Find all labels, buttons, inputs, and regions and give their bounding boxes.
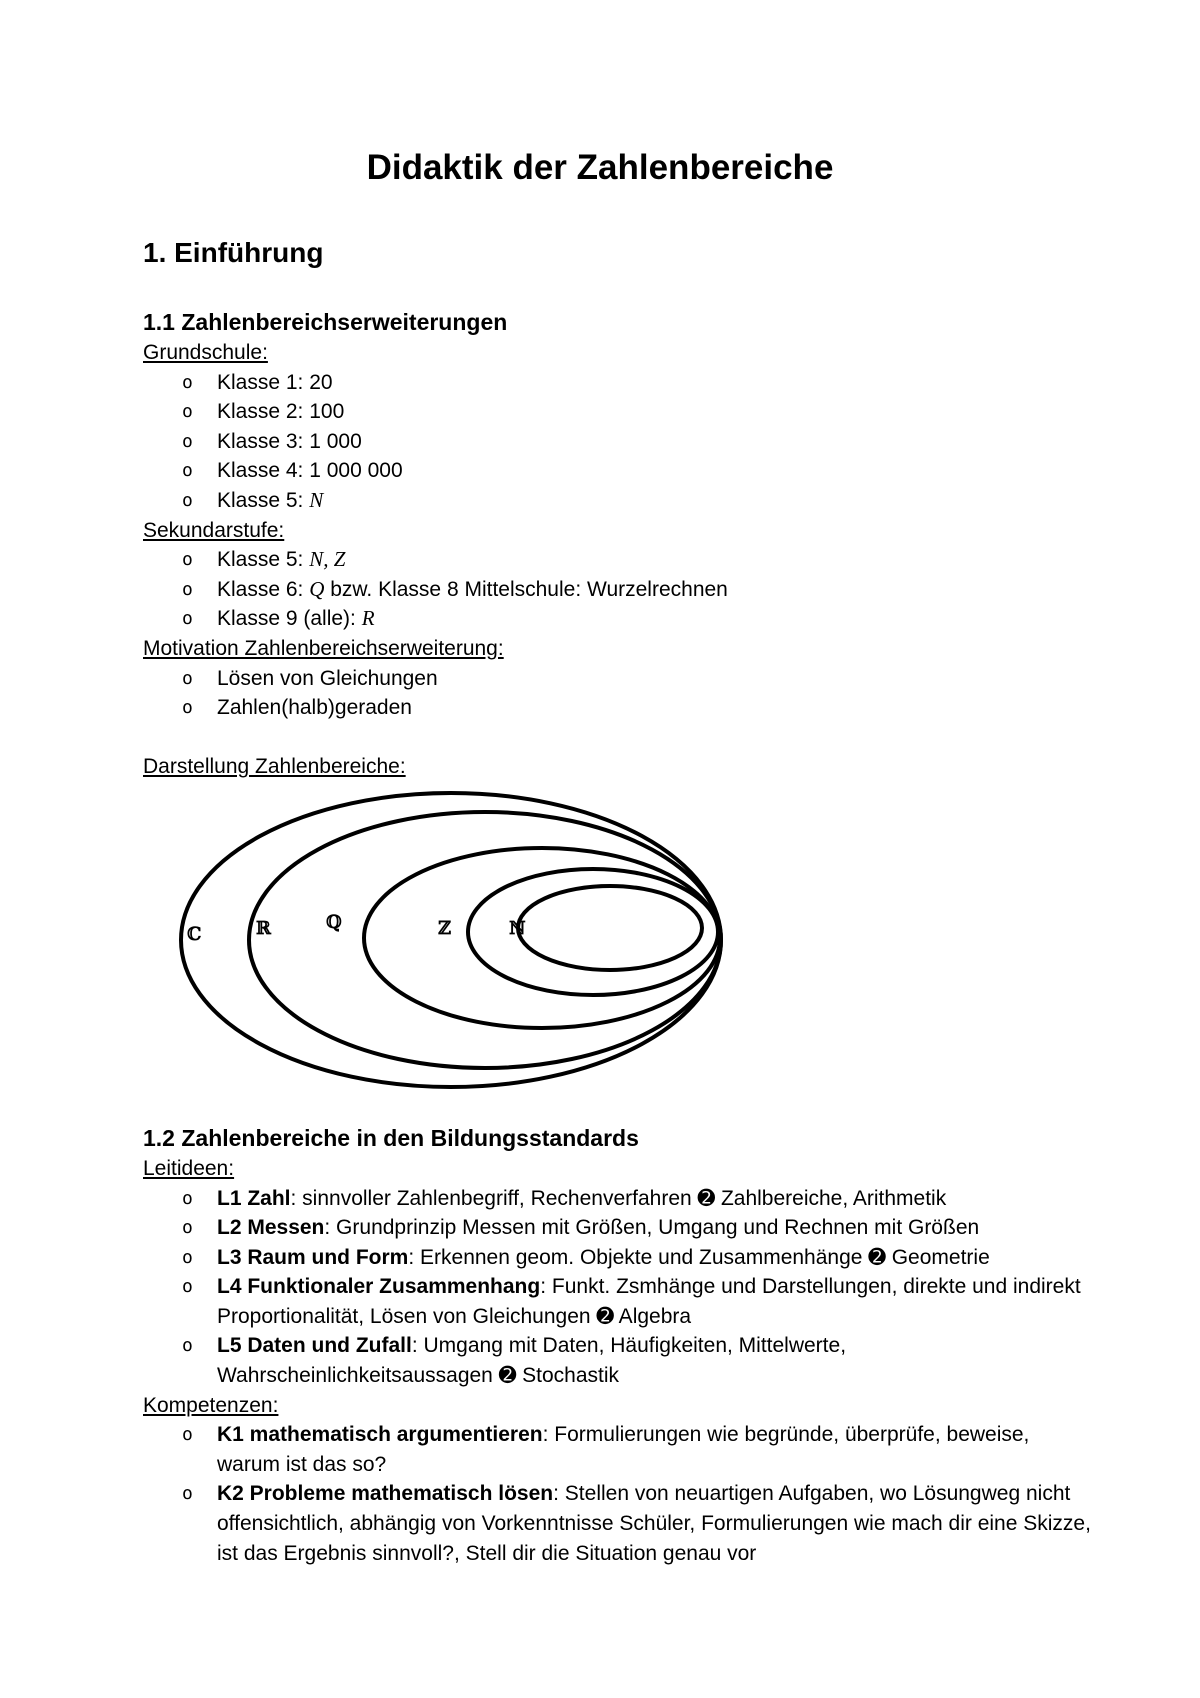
list-grundschule — [143, 368, 1093, 516]
set-ellipse-r — [249, 812, 721, 1068]
list-item: o L5 Daten und Zufall: Umgang mit Daten, Häufigkeiten, Mittelwerte, Wahrscheinlichkeitsaussagen ➋ Stochastik — [217, 1331, 1093, 1390]
list-item: o Klasse 5: N, Z — [217, 545, 1093, 575]
list-item: o Klasse 2: 100 — [217, 397, 1093, 427]
label-kompetenzen: Kompetenzen: — [143, 1393, 279, 1417]
list-item: o L1 Zahl: sinnvoller Zahlenbegriff, Rechenverfahren ➋ Zahlbereiche, Arithmetik — [217, 1184, 1093, 1214]
subsection-heading-bildungsstandards: 1.2 Zahlenbereiche in den Bildungsstandards — [143, 1124, 639, 1151]
list-item: o Klasse 4: 1 000 000 — [217, 456, 1093, 486]
label-motivation: Motivation Zahlenbereichserweiterung: — [143, 636, 504, 660]
list-item: o K2 Probleme mathematisch lösen: Stellen von neuartigen Aufgaben, wo Lösungweg nicht offensichtlich, abhängig von Vorkenntnisse Schüler, Formulierungen wie mach dir eine Skizze, ist das Ergebnis sinnvoll?, Stell dir die Situation genau vor — [217, 1479, 1093, 1568]
subsection-heading-zahlenbereichserweiterungen: 1.1 Zahlenbereichserweiterungen — [143, 309, 508, 335]
document-body — [143, 306, 1093, 1568]
set-ellipse-c — [181, 793, 721, 1087]
list-item: o Lösen von Gleichungen — [217, 664, 1093, 694]
label-sekundarstufe: Sekundarstufe: — [143, 518, 285, 542]
list-item: o Klasse 9 (alle): R — [217, 604, 1093, 634]
list-kompetenzen — [143, 1420, 1093, 1568]
number-sets-diagram — [143, 784, 1093, 1114]
label-leitideen: Leitideen: — [143, 1156, 235, 1180]
set-label-z: ℤ — [438, 917, 452, 939]
section-heading-einfuehrung: 1. Einführung — [143, 237, 324, 268]
list-item: o Klasse 3: 1 000 — [217, 427, 1093, 457]
list-item: o Klasse 5: N — [217, 486, 1093, 516]
set-label-n: ℕ — [509, 917, 526, 939]
document-title: Didaktik der Zahlenbereiche — [366, 148, 834, 187]
list-motivation — [143, 664, 1093, 723]
list-item: o K1 mathematisch argumentieren: Formulierungen wie begründe, überprüfe, beweise, warum ist das so? — [217, 1420, 1093, 1479]
list-item: o L3 Raum und Form: Erkennen geom. Objekte und Zusammenhänge ➋ Geometrie — [217, 1243, 1093, 1273]
label-grundschule: Grundschule: — [143, 341, 268, 364]
set-label-r: ℝ — [256, 917, 271, 939]
list-item: o L2 Messen: Grundprinzip Messen mit Größen, Umgang und Rechnen mit Größen — [217, 1213, 1093, 1243]
list-item: o L4 Funktionaler Zusammenhang: Funkt. Zsmhänge und Darstellungen, direkte und indirekt Proportionalität, Lösen von Gleichungen ➋ Algebra — [217, 1272, 1093, 1331]
list-sekundarstufe — [143, 545, 1093, 634]
list-item: o Klasse 1: 20 — [217, 368, 1093, 398]
nested-ellipses-diagram — [143, 784, 743, 1114]
set-label-c: ℂ — [187, 923, 202, 945]
list-item: o Zahlen(halb)geraden — [217, 693, 1093, 723]
set-label-q: ℚ — [326, 911, 342, 933]
list-item: o Klasse 6: Q bzw. Klasse 8 Mittelschule: Wurzelrechnen — [217, 575, 1093, 605]
label-darstellung: Darstellung Zahlenbereiche: — [143, 755, 406, 779]
set-ellipse-n — [518, 886, 702, 970]
list-leitideen — [143, 1184, 1093, 1391]
